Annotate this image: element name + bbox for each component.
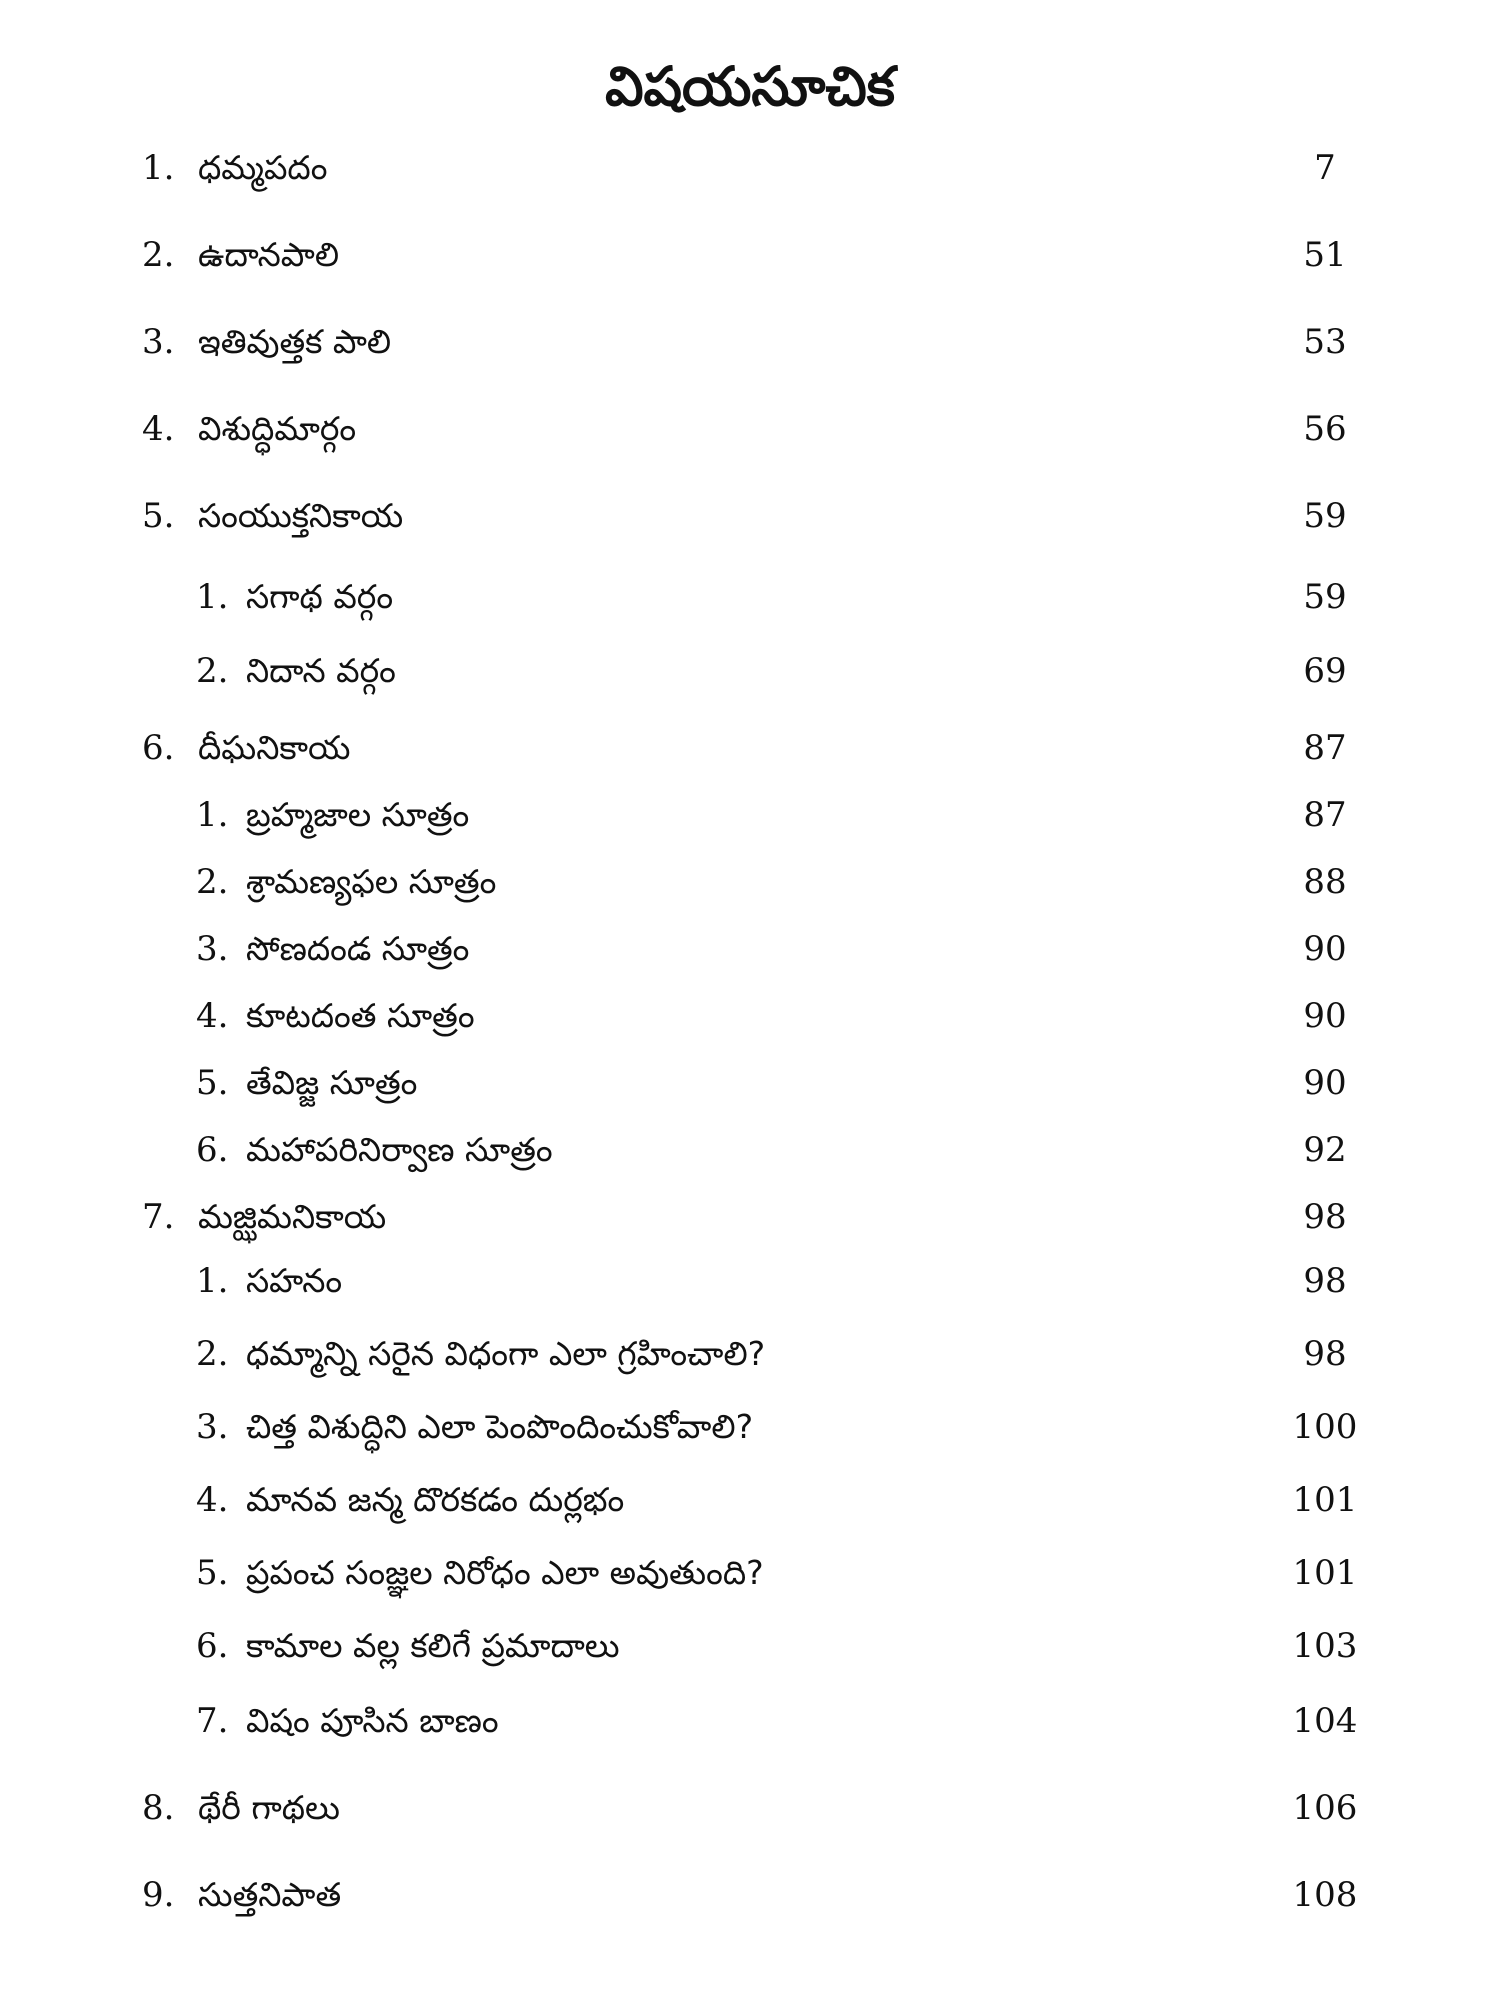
entry-page: 106 — [1292, 1788, 1358, 1828]
entry-page: 101 — [1292, 1553, 1358, 1593]
entry-number: 7. — [142, 1197, 175, 1237]
entry-page: 87 — [1303, 728, 1347, 768]
entry-title: ధమ్మపదం — [198, 148, 328, 187]
entry-page: 104 — [1292, 1701, 1358, 1741]
toc-subentry — [0, 1058, 1500, 1108]
entry-title: ధమ్మాన్ని సరైన విధంగా ఎలా గ్రహించాలి? — [246, 1334, 766, 1373]
entry-number: 3. — [142, 322, 175, 362]
entry-number: 5. — [142, 496, 175, 536]
entry-title: కూటదంత సూత్రం — [246, 996, 475, 1035]
entry-title: ఇతివుత్తక పాలి — [198, 322, 392, 361]
page-title: విషయసూచిక — [605, 55, 895, 118]
entry-number: 4. — [142, 409, 175, 449]
toc-subentry — [0, 1621, 1500, 1671]
toc-entry — [0, 404, 1500, 454]
entry-page: 59 — [1303, 496, 1347, 536]
toc-entry — [0, 230, 1500, 280]
toc-subentry — [0, 991, 1500, 1041]
entry-number: 4. — [196, 996, 229, 1036]
entry-title: థేరీ గాథలు — [198, 1788, 340, 1827]
entry-page: 98 — [1303, 1334, 1347, 1374]
toc-subentry — [0, 1696, 1500, 1746]
entry-title: తేవిజ్జ సూత్రం — [246, 1063, 418, 1102]
toc-subentry — [0, 1329, 1500, 1379]
toc-subentry — [0, 924, 1500, 974]
entry-number: 2. — [196, 1334, 229, 1374]
entry-title: ఉదానపాలి — [198, 235, 340, 274]
entry-title: విశుద్ధిమార్గం — [198, 409, 357, 448]
entry-number: 2. — [142, 235, 175, 275]
toc-subentry — [0, 646, 1500, 696]
entry-title: మానవ జన్మ దొరకడం దుర్లభం — [246, 1480, 625, 1519]
entry-number: 1. — [142, 148, 175, 188]
toc-subentry — [0, 1125, 1500, 1175]
entry-title: సగాథ వర్గం — [246, 577, 394, 616]
entry-title: మజ్ఝిమనికాయ — [198, 1197, 387, 1236]
entry-page: 69 — [1303, 651, 1347, 691]
entry-number: 7. — [196, 1701, 229, 1741]
entry-title: సుత్తనిపాత — [198, 1875, 342, 1914]
entry-number: 4. — [196, 1480, 229, 1520]
entry-title: శ్రామణ్యఫల సూత్రం — [246, 862, 497, 901]
entry-title: చిత్త విశుద్ధిని ఎలా పెంపొందించుకోవాలి? — [246, 1407, 754, 1446]
toc-subentry — [0, 1548, 1500, 1598]
entry-title: మహాపరినిర్వాణ సూత్రం — [246, 1130, 553, 1169]
entry-page: 90 — [1303, 996, 1347, 1036]
entry-page: 103 — [1292, 1626, 1358, 1666]
toc-entry — [0, 491, 1500, 541]
toc-entry — [0, 317, 1500, 367]
toc-subentry — [0, 572, 1500, 622]
entry-number: 3. — [196, 929, 229, 969]
entry-title: సంయుక్తనికాయ — [198, 496, 404, 535]
toc-entry — [0, 1870, 1500, 1920]
entry-number: 1. — [196, 577, 229, 617]
toc-subentry — [0, 790, 1500, 840]
entry-page: 101 — [1292, 1480, 1358, 1520]
entry-page: 56 — [1303, 409, 1347, 449]
toc-entry — [0, 1783, 1500, 1833]
entry-title: సోణదండ సూత్రం — [246, 929, 470, 968]
entry-number: 6. — [196, 1626, 229, 1666]
entry-number: 1. — [196, 795, 229, 835]
entry-number: 9. — [142, 1875, 175, 1915]
toc-entry — [0, 723, 1500, 773]
entry-title: విషం పూసిన బాణం — [246, 1701, 499, 1740]
entry-page: 53 — [1303, 322, 1347, 362]
entry-title: ప్రపంచ సంజ్ఞల నిరోధం ఎలా అవుతుంది? — [246, 1553, 764, 1592]
toc-subentry — [0, 1475, 1500, 1525]
entry-title: దీఘనికాయ — [198, 728, 351, 767]
entry-number: 8. — [142, 1788, 175, 1828]
entry-number: 2. — [196, 862, 229, 902]
entry-title: బ్రహ్మజాల సూత్రం — [246, 795, 470, 834]
entry-title: నిదాన వర్గం — [246, 651, 396, 690]
entry-page: 108 — [1292, 1875, 1358, 1915]
entry-title: సహనం — [246, 1261, 343, 1300]
entry-page: 98 — [1303, 1261, 1347, 1301]
entry-number: 6. — [196, 1130, 229, 1170]
toc-subentry — [0, 1256, 1500, 1306]
entry-number: 1. — [196, 1261, 229, 1301]
entry-page: 90 — [1303, 1063, 1347, 1103]
entry-page: 87 — [1303, 795, 1347, 835]
entry-number: 3. — [196, 1407, 229, 1447]
entry-page: 7 — [1314, 148, 1336, 188]
entry-title: కామాల వల్ల కలిగే ప్రమాదాలు — [246, 1626, 620, 1665]
toc-entry — [0, 1192, 1500, 1242]
entry-number: 5. — [196, 1553, 229, 1593]
toc-subentry — [0, 1402, 1500, 1452]
entry-number: 2. — [196, 651, 229, 691]
entry-page: 100 — [1292, 1407, 1358, 1447]
toc-subentry — [0, 857, 1500, 907]
entry-page: 92 — [1303, 1130, 1347, 1170]
entry-page: 51 — [1303, 235, 1347, 275]
toc-entry — [0, 143, 1500, 193]
entry-page: 59 — [1303, 577, 1347, 617]
entry-page: 88 — [1303, 862, 1347, 902]
entry-number: 5. — [196, 1063, 229, 1103]
entry-number: 6. — [142, 728, 175, 768]
entry-page: 90 — [1303, 929, 1347, 969]
entry-page: 98 — [1303, 1197, 1347, 1237]
